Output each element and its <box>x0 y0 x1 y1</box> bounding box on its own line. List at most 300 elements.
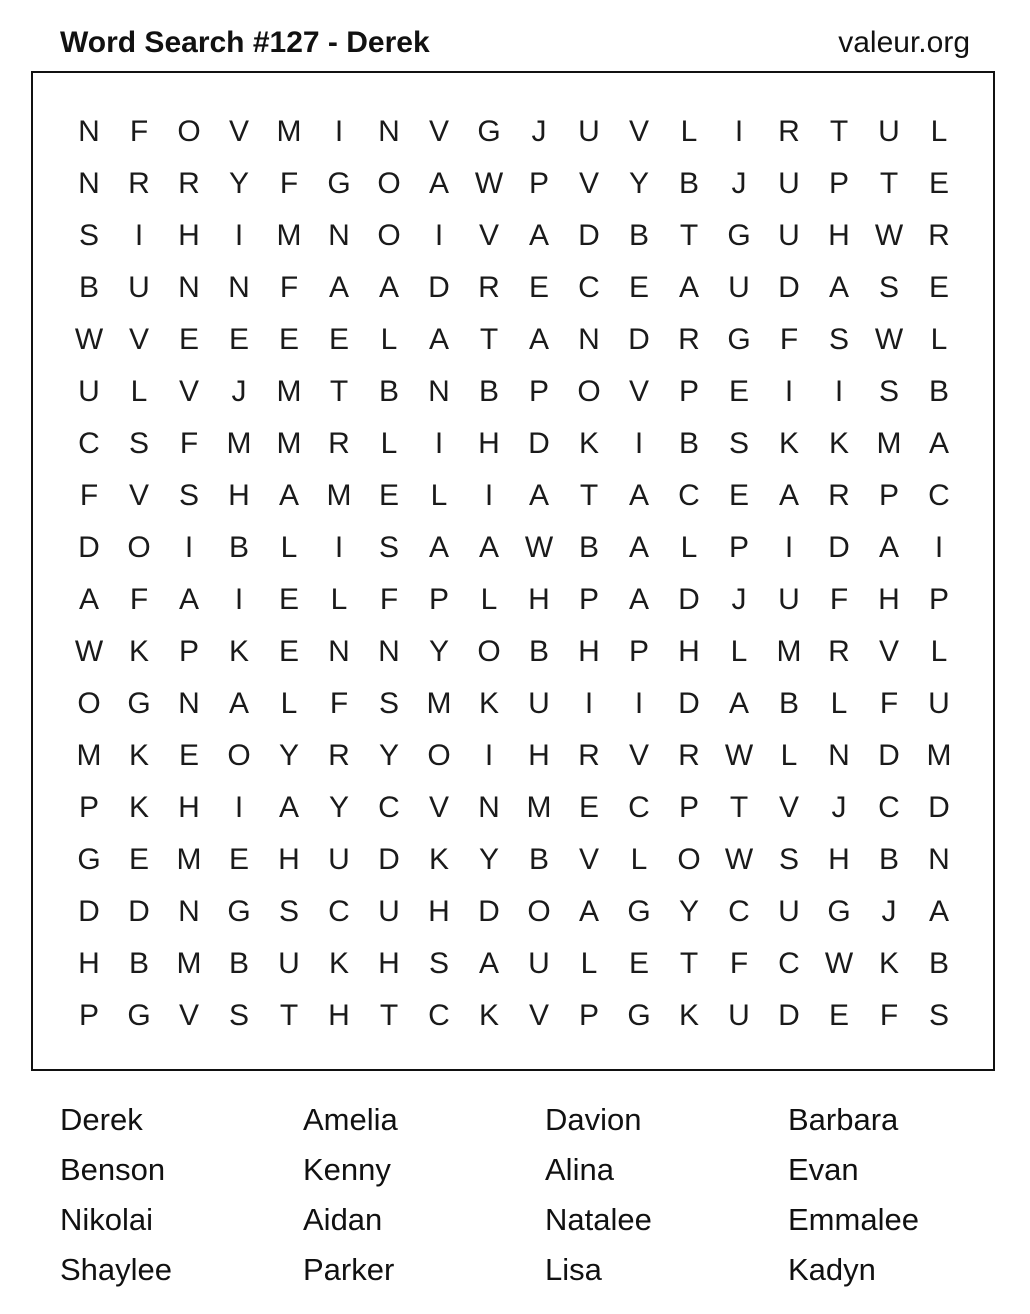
grid-letter: A <box>778 479 799 512</box>
grid-letter: L <box>480 583 498 616</box>
grid-letter: V <box>178 999 199 1032</box>
grid-letter: A <box>578 895 599 928</box>
grid-letter: O <box>677 843 701 876</box>
grid-letter: D <box>128 895 150 928</box>
grid-letter: B <box>478 375 499 408</box>
grid-letter: A <box>528 219 549 252</box>
grid-letter: I <box>134 219 144 252</box>
grid-letter: N <box>328 219 350 252</box>
grid-letter: F <box>279 271 299 304</box>
grid-letter: F <box>329 687 349 720</box>
grid-letter: Y <box>278 739 299 772</box>
grid-letter: M <box>176 947 202 980</box>
grid-letter: T <box>579 479 599 512</box>
grid-letter: B <box>628 219 649 252</box>
grid-letter: V <box>628 115 649 148</box>
grid-letter: D <box>78 531 100 564</box>
grid-letter: D <box>878 739 900 772</box>
grid-letter: E <box>578 791 599 824</box>
grid-letter: E <box>178 323 199 356</box>
grid-letter: H <box>878 583 900 616</box>
grid-letter: F <box>279 167 299 200</box>
grid-letter: E <box>278 583 299 616</box>
grid-letter: R <box>678 323 700 356</box>
grid-letter: T <box>829 115 849 148</box>
grid-letter: F <box>79 479 99 512</box>
word-list-item: Benson <box>60 1152 166 1187</box>
grid-letter: E <box>728 375 749 408</box>
grid-letter: A <box>478 947 499 980</box>
word-list-item: Derek <box>60 1102 143 1137</box>
grid-letter: H <box>578 635 600 668</box>
grid-letter: Y <box>478 843 499 876</box>
grid-letter: O <box>377 219 401 252</box>
grid-letter: O <box>177 115 201 148</box>
grid-letter: U <box>728 271 750 304</box>
grid-letter: P <box>528 375 549 408</box>
grid-letter: T <box>879 167 899 200</box>
grid-letter: I <box>334 531 344 564</box>
grid-letter: O <box>527 895 551 928</box>
grid-letter: Y <box>678 895 699 928</box>
grid-letter: J <box>731 583 747 616</box>
grid-letter: H <box>278 843 300 876</box>
grid-letter: U <box>928 687 950 720</box>
grid-letter: S <box>178 479 199 512</box>
grid-letter: V <box>128 479 149 512</box>
grid-letter: E <box>828 999 849 1032</box>
grid-letter: P <box>828 167 849 200</box>
word-list-item: Parker <box>303 1252 395 1287</box>
grid-letter: C <box>928 479 950 512</box>
grid-letter: B <box>78 271 99 304</box>
word-list-item: Aidan <box>303 1202 383 1237</box>
grid-letter: H <box>828 843 850 876</box>
grid-letter: O <box>127 531 151 564</box>
grid-letter: V <box>228 115 249 148</box>
grid-letter: D <box>478 895 500 928</box>
grid-letter: V <box>628 375 649 408</box>
grid-letter: C <box>878 791 900 824</box>
word-list <box>60 1095 1030 1305</box>
grid-letter: K <box>228 635 249 668</box>
grid-letter: U <box>778 167 800 200</box>
grid-letter: D <box>378 843 400 876</box>
grid-letter: P <box>178 635 199 668</box>
grid-letter: S <box>828 323 849 356</box>
grid-letter: F <box>779 323 799 356</box>
grid-letter: G <box>727 323 751 356</box>
grid-letter: A <box>828 271 849 304</box>
grid-letter: H <box>428 895 450 928</box>
grid-letter: C <box>728 895 750 928</box>
grid-letter: M <box>776 635 802 668</box>
grid-letter: S <box>378 531 399 564</box>
grid-letter: U <box>578 115 600 148</box>
site-name: valeur.org <box>838 26 970 59</box>
grid-letter: F <box>379 583 399 616</box>
grid-letter: S <box>928 999 949 1032</box>
grid-letter: K <box>328 947 349 980</box>
grid-letter: N <box>928 843 950 876</box>
grid-letter: F <box>879 999 899 1032</box>
grid-letter: A <box>928 895 949 928</box>
word-list-item: Barbara <box>788 1102 899 1137</box>
grid-letter: T <box>329 375 349 408</box>
grid-letter: I <box>484 479 494 512</box>
grid-letter: M <box>226 427 252 460</box>
grid-letter: L <box>680 115 698 148</box>
grid-letter: D <box>628 323 650 356</box>
grid-letter: W <box>524 531 554 564</box>
grid-letter: E <box>728 479 749 512</box>
grid-letter: A <box>328 271 349 304</box>
grid-letter: B <box>778 687 799 720</box>
grid-letter: U <box>778 583 800 616</box>
grid-letter: L <box>930 635 948 668</box>
grid-letter: A <box>628 531 649 564</box>
grid-letter: T <box>729 791 749 824</box>
grid-letter: I <box>234 583 244 616</box>
grid-letter: B <box>928 947 949 980</box>
grid-letter: P <box>728 531 749 564</box>
grid-letter: N <box>578 323 600 356</box>
grid-letter: I <box>834 375 844 408</box>
grid-letter: E <box>228 843 249 876</box>
grid-letter: V <box>528 999 549 1032</box>
grid-letter: V <box>478 219 499 252</box>
grid-letter: R <box>478 271 500 304</box>
grid-letter: N <box>228 271 250 304</box>
grid-letter: L <box>280 531 298 564</box>
grid-letter: H <box>378 947 400 980</box>
grid-letter: V <box>128 323 149 356</box>
grid-letter: D <box>678 583 700 616</box>
grid-letter: H <box>328 999 350 1032</box>
grid-letter: K <box>128 635 149 668</box>
grid-letter: B <box>128 947 149 980</box>
grid-letter: A <box>228 687 249 720</box>
grid-letter: S <box>778 843 799 876</box>
grid-letter: G <box>727 219 751 252</box>
grid-letter: V <box>628 739 649 772</box>
grid-letter: D <box>678 687 700 720</box>
grid-letter: P <box>578 999 599 1032</box>
grid-letter: R <box>678 739 700 772</box>
grid-letter: R <box>128 167 150 200</box>
word-list-item: Lisa <box>545 1252 602 1287</box>
grid-letter: R <box>828 635 850 668</box>
grid-letter: H <box>228 479 250 512</box>
word-list-item: Nikolai <box>60 1202 154 1237</box>
grid-letter: H <box>678 635 700 668</box>
letter-grid-frame <box>31 71 995 1071</box>
grid-letter: P <box>528 167 549 200</box>
grid-letter: O <box>377 167 401 200</box>
grid-letter: D <box>428 271 450 304</box>
grid-letter: K <box>878 947 899 980</box>
grid-letter: K <box>678 999 699 1032</box>
grid-letter: A <box>878 531 899 564</box>
grid-letter: U <box>378 895 400 928</box>
puzzle-title: Word Search #127 - Derek <box>60 26 430 59</box>
grid-letter: E <box>228 323 249 356</box>
grid-letter: B <box>678 427 699 460</box>
grid-letter: U <box>778 895 800 928</box>
grid-letter: F <box>829 583 849 616</box>
grid-letter: D <box>778 271 800 304</box>
grid-letter: O <box>477 635 501 668</box>
grid-letter: L <box>780 739 798 772</box>
word-list-item: Evan <box>788 1152 859 1187</box>
letter-grid <box>33 73 993 1069</box>
grid-letter: A <box>78 583 99 616</box>
grid-letter: A <box>278 791 299 824</box>
grid-letter: F <box>179 427 199 460</box>
grid-letter: I <box>634 427 644 460</box>
grid-letter: E <box>378 479 399 512</box>
grid-letter: E <box>528 271 549 304</box>
grid-letter: E <box>278 323 299 356</box>
grid-letter: A <box>478 531 499 564</box>
grid-letter: H <box>178 791 200 824</box>
grid-letter: L <box>680 531 698 564</box>
grid-letter: M <box>276 427 302 460</box>
grid-letter: A <box>628 583 649 616</box>
grid-letter: E <box>328 323 349 356</box>
grid-letter: K <box>828 427 849 460</box>
grid-letter: S <box>128 427 149 460</box>
grid-letter: B <box>678 167 699 200</box>
grid-letter: W <box>874 219 904 252</box>
grid-letter: N <box>178 271 200 304</box>
grid-letter: M <box>276 115 302 148</box>
grid-letter: M <box>526 791 552 824</box>
grid-letter: B <box>928 375 949 408</box>
grid-letter: I <box>234 219 244 252</box>
grid-letter: N <box>478 791 500 824</box>
grid-letter: J <box>731 167 747 200</box>
grid-letter: L <box>130 375 148 408</box>
grid-letter: L <box>930 115 948 148</box>
grid-letter: A <box>428 167 449 200</box>
grid-letter: H <box>178 219 200 252</box>
worksheet-header <box>60 26 970 66</box>
grid-letter: U <box>778 219 800 252</box>
grid-letter: K <box>128 791 149 824</box>
word-list-item: Davion <box>545 1102 642 1137</box>
grid-letter: S <box>878 375 899 408</box>
grid-letter: H <box>528 583 550 616</box>
grid-letter: W <box>724 739 754 772</box>
grid-letter: C <box>628 791 650 824</box>
grid-letter: C <box>328 895 350 928</box>
grid-letter: K <box>478 687 499 720</box>
grid-letter: N <box>178 895 200 928</box>
grid-letter: L <box>730 635 748 668</box>
grid-letter: D <box>528 427 550 460</box>
grid-letter: C <box>678 479 700 512</box>
word-list-item: Alina <box>545 1152 614 1187</box>
grid-letter: I <box>584 687 594 720</box>
grid-letter: K <box>778 427 799 460</box>
grid-letter: J <box>881 895 897 928</box>
grid-letter: G <box>127 687 151 720</box>
grid-letter: R <box>328 739 350 772</box>
grid-letter: K <box>578 427 599 460</box>
grid-letter: H <box>528 739 550 772</box>
grid-letter: K <box>428 843 449 876</box>
grid-letter: D <box>578 219 600 252</box>
grid-letter: E <box>278 635 299 668</box>
grid-letter: L <box>330 583 348 616</box>
grid-letter: N <box>78 167 100 200</box>
grid-letter: L <box>830 687 848 720</box>
grid-letter: B <box>878 843 899 876</box>
grid-letter: S <box>428 947 449 980</box>
grid-letter: A <box>528 479 549 512</box>
word-list-item: Amelia <box>303 1102 398 1137</box>
grid-letter: J <box>231 375 247 408</box>
grid-letter: A <box>178 583 199 616</box>
grid-letter: M <box>176 843 202 876</box>
grid-letter: V <box>428 115 449 148</box>
grid-letter: B <box>528 843 549 876</box>
grid-letter: I <box>734 115 744 148</box>
grid-letter: T <box>379 999 399 1032</box>
grid-letter: A <box>628 479 649 512</box>
grid-letter: M <box>876 427 902 460</box>
grid-letter: S <box>278 895 299 928</box>
grid-letter: B <box>378 375 399 408</box>
grid-letter: R <box>778 115 800 148</box>
grid-letter: U <box>528 947 550 980</box>
grid-letter: U <box>878 115 900 148</box>
grid-letter: D <box>928 791 950 824</box>
grid-letter: J <box>831 791 847 824</box>
grid-letter: E <box>928 167 949 200</box>
grid-letter: O <box>77 687 101 720</box>
grid-letter: N <box>828 739 850 772</box>
grid-letter: N <box>328 635 350 668</box>
grid-letter: D <box>828 531 850 564</box>
grid-letter: U <box>278 947 300 980</box>
grid-letter: M <box>926 739 952 772</box>
grid-letter: D <box>778 999 800 1032</box>
grid-letter: W <box>74 635 104 668</box>
grid-letter: H <box>78 947 100 980</box>
grid-letter: I <box>234 791 244 824</box>
grid-letter: E <box>128 843 149 876</box>
grid-letter: S <box>378 687 399 720</box>
grid-letter: E <box>178 739 199 772</box>
grid-letter: O <box>427 739 451 772</box>
grid-letter: U <box>328 843 350 876</box>
grid-letter: I <box>784 531 794 564</box>
grid-letter: I <box>184 531 194 564</box>
grid-letter: B <box>578 531 599 564</box>
grid-letter: V <box>178 375 199 408</box>
grid-letter: T <box>679 219 699 252</box>
grid-letter: B <box>228 947 249 980</box>
grid-letter: P <box>678 791 699 824</box>
grid-letter: L <box>930 323 948 356</box>
grid-letter: L <box>380 323 398 356</box>
grid-letter: I <box>784 375 794 408</box>
grid-letter: H <box>828 219 850 252</box>
grid-letter: I <box>334 115 344 148</box>
grid-letter: V <box>428 791 449 824</box>
grid-letter: A <box>928 427 949 460</box>
grid-letter: I <box>484 739 494 772</box>
grid-letter: P <box>428 583 449 616</box>
grid-letter: L <box>430 479 448 512</box>
grid-letter: A <box>378 271 399 304</box>
grid-letter: F <box>129 115 149 148</box>
grid-letter: N <box>178 687 200 720</box>
grid-letter: F <box>729 947 749 980</box>
grid-letter: A <box>428 531 449 564</box>
grid-letter: W <box>724 843 754 876</box>
grid-letter: A <box>428 323 449 356</box>
grid-letter: P <box>878 479 899 512</box>
grid-letter: G <box>227 895 251 928</box>
grid-letter: O <box>227 739 251 772</box>
grid-letter: Y <box>628 167 649 200</box>
grid-letter: A <box>528 323 549 356</box>
grid-letter: G <box>627 999 651 1032</box>
grid-letter: N <box>378 635 400 668</box>
grid-letter: E <box>628 947 649 980</box>
grid-letter: A <box>678 271 699 304</box>
grid-letter: A <box>728 687 749 720</box>
grid-letter: C <box>378 791 400 824</box>
grid-letter: L <box>630 843 648 876</box>
grid-letter: M <box>76 739 102 772</box>
grid-letter: S <box>78 219 99 252</box>
grid-letter: B <box>528 635 549 668</box>
grid-letter: C <box>428 999 450 1032</box>
grid-letter: S <box>878 271 899 304</box>
grid-letter: P <box>678 375 699 408</box>
grid-letter: K <box>478 999 499 1032</box>
word-list-item: Shaylee <box>60 1252 173 1287</box>
grid-letter: C <box>78 427 100 460</box>
grid-letter: P <box>78 999 99 1032</box>
grid-letter: R <box>328 427 350 460</box>
grid-letter: W <box>824 947 854 980</box>
grid-letter: M <box>276 219 302 252</box>
word-list-item: Emmalee <box>788 1202 919 1237</box>
grid-letter: T <box>279 999 299 1032</box>
grid-letter: Y <box>428 635 449 668</box>
grid-letter: W <box>474 167 504 200</box>
grid-letter: U <box>728 999 750 1032</box>
grid-letter: G <box>77 843 101 876</box>
grid-letter: W <box>74 323 104 356</box>
grid-letter: N <box>78 115 100 148</box>
grid-letter: S <box>728 427 749 460</box>
grid-letter: R <box>928 219 950 252</box>
grid-letter: G <box>827 895 851 928</box>
word-list-item: Kadyn <box>788 1252 876 1287</box>
grid-letter: U <box>128 271 150 304</box>
grid-letter: U <box>78 375 100 408</box>
grid-letter: I <box>434 427 444 460</box>
grid-letter: L <box>380 427 398 460</box>
grid-letter: I <box>434 219 444 252</box>
grid-letter: R <box>828 479 850 512</box>
